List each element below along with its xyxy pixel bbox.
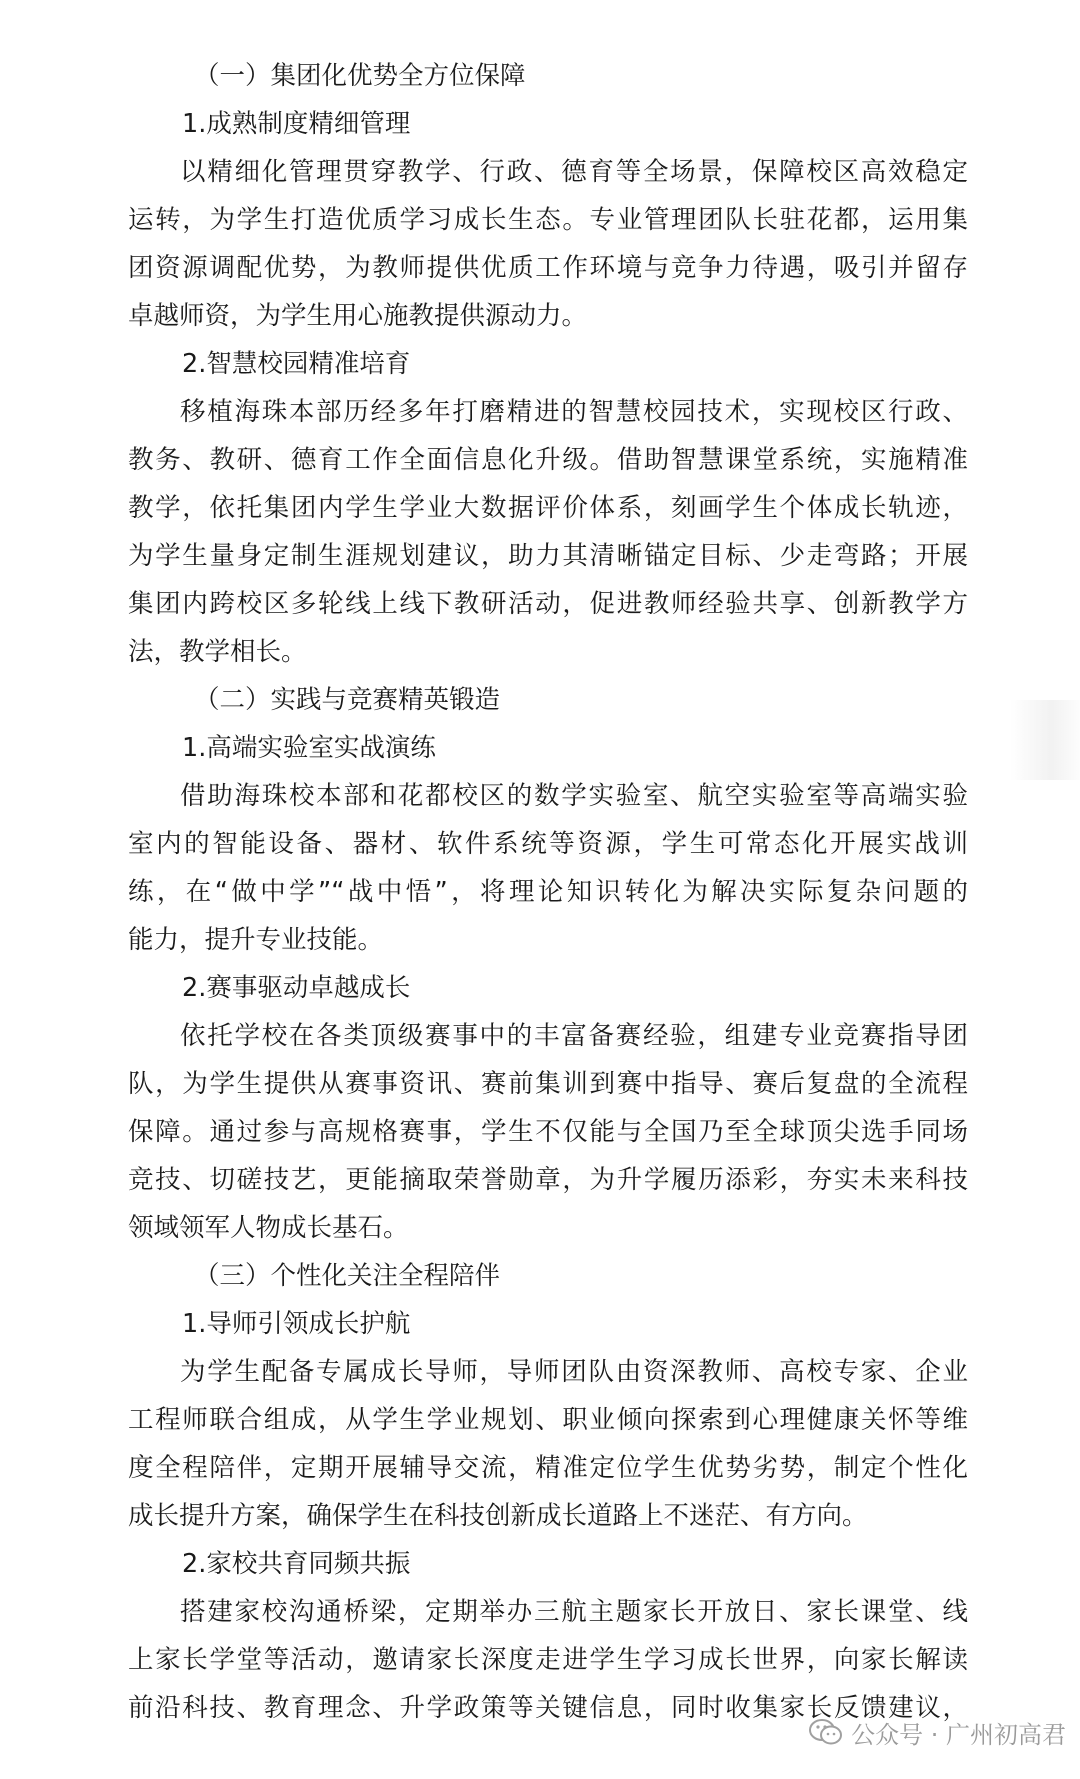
wechat-icon	[809, 1718, 843, 1746]
paragraph-line: 卓越师资，为学生用心施教提供源动力。	[128, 301, 588, 331]
paragraph-line: 领域领军人物成长基石。	[128, 1213, 409, 1243]
paragraph-line: 成长提升方案，确保学生在科技创新成长道路上不迷茫、有方向。	[128, 1501, 868, 1531]
paragraph-line: 上家长学堂等活动，邀请家长深度走进学生学习成长世界，向家长解读	[128, 1645, 968, 1675]
watermark-text: 公众号 · 广州初高君	[851, 1720, 1066, 1749]
paragraph-line: 前沿科技、教育理念、升学政策等关键信息，同时收集家长反馈建议，	[128, 1693, 968, 1723]
paragraph-line: 能力，提升专业技能。	[128, 925, 384, 955]
paragraph-line: 为学生量身定制生涯规划建议，助力其清晰锚定目标、少走弯路；开展	[128, 541, 968, 571]
paragraph-line: 以精细化管理贯穿教学、行政、德育等全场景，保障校区高效稳定	[180, 157, 968, 187]
scan-shadow	[1010, 700, 1080, 780]
section-heading: （三）个性化关注全程陪伴	[194, 1261, 501, 1291]
paragraph-line: 队，为学生提供从赛事资讯、赛前集训到赛中指导、赛后复盘的全流程	[128, 1069, 968, 1099]
subsection-heading: 2.家校共育同频共振	[182, 1549, 411, 1579]
paragraph-line: 借助海珠校本部和花都校区的数学实验室、航空实验室等高端实验	[180, 781, 968, 811]
paragraph-line: 移植海珠本部历经多年打磨精进的智慧校园技术，实现校区行政、	[180, 397, 968, 427]
section-heading: （二）实践与竞赛精英锻造	[194, 685, 501, 715]
paragraph-line: 度全程陪伴，定期开展辅导交流，精准定位学生优势劣势，制定个性化	[128, 1453, 968, 1483]
watermark	[809, 1712, 1066, 1752]
paragraph-line: 团资源调配优势，为教师提供优质工作环境与竞争力待遇，吸引并留存	[128, 253, 968, 283]
section-heading: （一）集团化优势全方位保障	[194, 61, 526, 91]
paragraph-line: 依托学校在各类顶级赛事中的丰富备赛经验，组建专业竞赛指导团	[180, 1021, 968, 1051]
paragraph-line: 练，在“做中学”“战中悟”，将理论知识转化为解决实际复杂问题的	[128, 877, 968, 907]
paragraph-line: 竞技、切磋技艺，更能摘取荣誉勋章，为升学履历添彩，夯实未来科技	[128, 1165, 968, 1195]
paragraph-line: 工程师联合组成，从学生学业规划、职业倾向探索到心理健康关怀等维	[128, 1405, 968, 1435]
paragraph-line: 法，教学相长。	[128, 637, 307, 667]
paragraph-line: 教务、教研、德育工作全面信息化升级。借助智慧课堂系统，实施精准	[128, 445, 968, 475]
document-body	[128, 52, 968, 1732]
subsection-heading: 1.导师引领成长护航	[182, 1309, 411, 1339]
paragraph-line: 室内的智能设备、器材、软件系统等资源，学生可常态化开展实战训	[128, 829, 968, 859]
paragraph-line: 教学，依托集团内学生学业大数据评价体系，刻画学生个体成长轨迹，	[128, 493, 968, 523]
paragraph-line: 集团内跨校区多轮线上线下教研活动，促进教师经验共享、创新教学方	[128, 589, 968, 619]
subsection-heading: 2.智慧校园精准培育	[182, 349, 411, 379]
paragraph-line: 保障。通过参与高规格赛事，学生不仅能与全国乃至全球顶尖选手同场	[128, 1117, 968, 1147]
subsection-heading: 1.成熟制度精细管理	[182, 109, 411, 139]
subsection-heading: 1.高端实验室实战演练	[182, 733, 436, 763]
paragraph-line: 为学生配备专属成长导师，导师团队由资深教师、高校专家、企业	[180, 1357, 968, 1387]
paragraph-line: 运转，为学生打造优质学习成长生态。专业管理团队长驻花都，运用集	[128, 205, 968, 235]
paragraph-line: 搭建家校沟通桥梁，定期举办三航主题家长开放日、家长课堂、线	[180, 1597, 968, 1627]
subsection-heading: 2.赛事驱动卓越成长	[182, 973, 411, 1003]
